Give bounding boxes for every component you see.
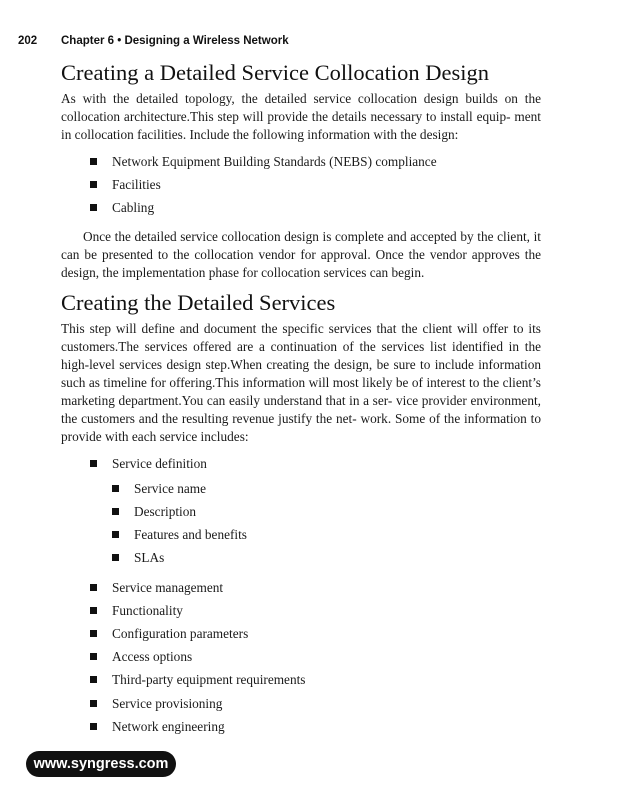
sub-list-item [112, 546, 541, 569]
bullet-square-icon [90, 460, 97, 467]
text-line: its customers.The services offered are a continuation of the services list identified in [61, 320, 541, 354]
chapter-title: Chapter 6 • Designing a Wireless Network [61, 35, 289, 47]
list-item-text: Third-party equipment requirements [112, 672, 306, 688]
bullet-square-icon [90, 607, 97, 614]
text-line: Once the detailed service collocation design is complete and accepted by the [83, 228, 494, 244]
list-item [61, 150, 541, 173]
page-number: 202 [18, 35, 38, 47]
sub-list-item-text: Features and benefits [134, 527, 247, 543]
bullet-list-collocation [61, 150, 541, 220]
list-item [61, 599, 541, 622]
bullet-square-icon [90, 204, 97, 211]
list-item [61, 452, 541, 570]
sub-list-item-text: Description [134, 504, 197, 520]
list-item [61, 576, 541, 599]
sub-list-item-text: SLAs [134, 550, 165, 566]
sub-bullet-list [112, 477, 541, 570]
list-item [61, 715, 541, 738]
publisher-url-link[interactable]: www.syngress.com [26, 751, 176, 777]
paragraph-collocation-closing [61, 228, 541, 282]
text-line: interest to the client’s marketing department.You can easily understand that in a ser- [61, 374, 541, 408]
list-item-text: Network Equipment Building Standards (NEBS) compliance [112, 154, 437, 169]
bullet-square-icon [90, 181, 97, 188]
list-item [61, 173, 541, 196]
paragraph-services-body [61, 320, 541, 446]
list-item-text: Access options [112, 649, 193, 665]
bullet-square-icon [90, 700, 97, 707]
list-item-text: Functionality [112, 602, 183, 618]
list-item-text: Configuration parameters [112, 626, 249, 642]
list-item-text: Network engineering [112, 718, 225, 734]
running-head [18, 35, 289, 47]
list-item [61, 692, 541, 715]
bullet-square-icon [90, 653, 97, 660]
text-line: work. Some of the information to provide with each service includes: [61, 410, 541, 444]
section-heading-services: Creating the Detailed Services [61, 289, 336, 315]
bullet-square-icon [112, 531, 119, 538]
list-item [61, 196, 541, 219]
bullet-square-icon [90, 676, 97, 683]
sub-list-item [112, 523, 541, 546]
sub-list-item [112, 500, 541, 523]
bullet-square-icon [90, 723, 97, 730]
text-line: This step will define and document the specific services that the client will offer to [61, 320, 524, 336]
bullet-square-icon [112, 485, 119, 492]
paragraph-collocation-intro [61, 90, 541, 144]
text-line: information such as timeline for offering.This information will most likely be of [61, 356, 541, 390]
list-item [61, 622, 541, 645]
list-item [61, 645, 541, 668]
bullet-square-icon [90, 584, 97, 591]
text-line: approves the design, the implementation phase for collocation services can begin. [61, 246, 541, 280]
text-line: the high-level services design step.When creating the design, be sure to include [61, 338, 541, 372]
bullet-list-services [61, 452, 541, 738]
list-item [61, 668, 541, 691]
bullet-square-icon [112, 508, 119, 515]
text-line: vice provider environment, the customers and the resulting revenue justify the net- [61, 392, 541, 426]
section-heading-collocation: Creating a Detailed Service Collocation Design [61, 60, 489, 85]
bullet-square-icon [90, 630, 97, 637]
sub-list-item-text: Service name [134, 480, 206, 496]
list-item-text: Cabling [112, 200, 155, 216]
text-line: collocation architecture.This step will provide the details necessary to install equip- [61, 109, 511, 124]
text-line: As with the detailed topology, the detailed service collocation design builds on the [61, 91, 541, 106]
list-item-text: Service provisioning [112, 695, 223, 711]
text-line: ment in collocation facilities. Include the following information with the design: [61, 109, 541, 142]
bullet-square-icon [90, 158, 97, 165]
list-item-text: Service management [112, 579, 224, 595]
sub-list-item [112, 477, 541, 500]
page-content [61, 58, 541, 742]
bullet-square-icon [112, 554, 119, 561]
text-line: client, it can be presented to the collocation vendor for approval. Once the vendor [61, 228, 541, 262]
list-item-text: Facilities [112, 177, 161, 193]
list-item-text: Service definition [112, 455, 207, 471]
